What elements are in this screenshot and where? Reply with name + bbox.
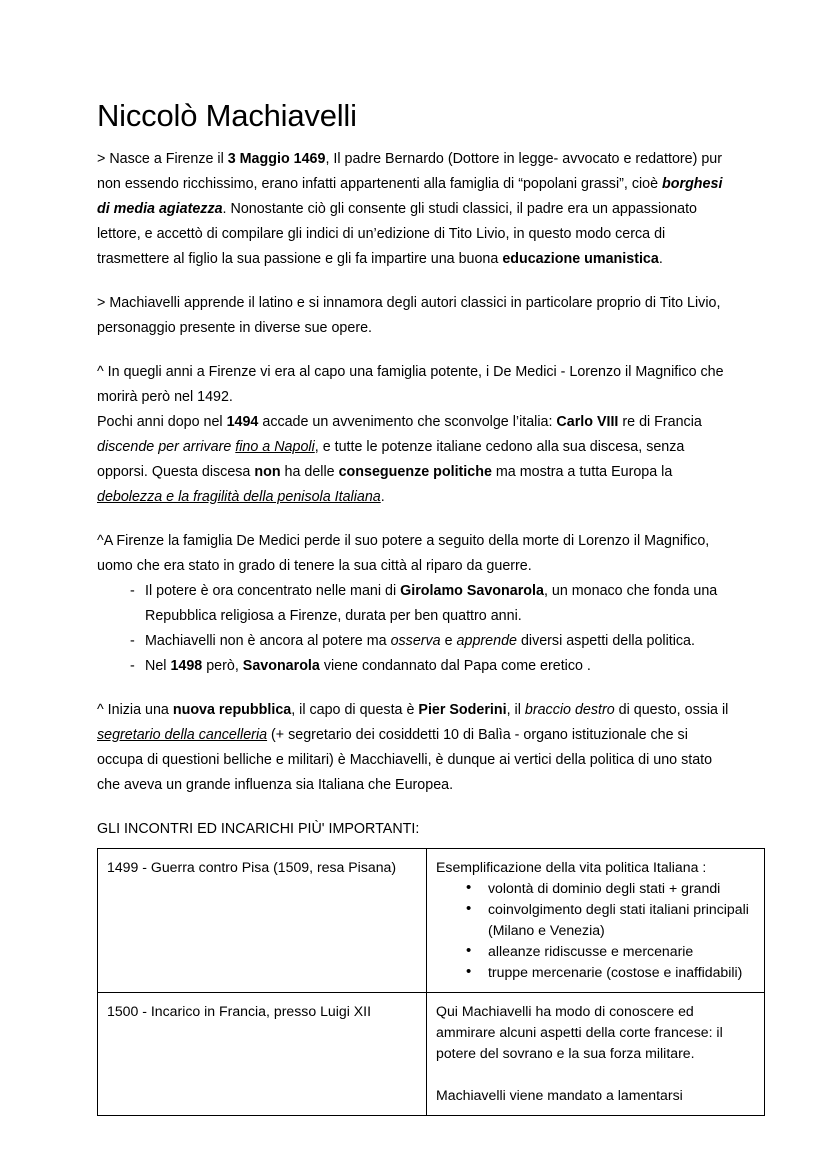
bold-run-pier-soderini: Pier Soderini <box>418 701 507 718</box>
text-run: re di Francia <box>618 413 702 430</box>
italic-underline-run-napoli: fino a Napoli <box>235 438 315 455</box>
text-run: però, <box>202 657 243 674</box>
list-item <box>97 654 737 679</box>
text-run: Nasce a Firenze il <box>109 150 228 167</box>
table-row <box>98 992 765 1115</box>
italic-run-osserva: osserva <box>390 632 441 649</box>
italic-underline-run-debolezza: debolezza e la fragilità della penisola Italiana <box>97 488 381 505</box>
paragraph-nuova-repubblica <box>97 698 737 798</box>
text-run: (+ segretario dei cosiddetti 10 di Balìa - organo istituzionale che si occupa di questioni belliche e militari) è Macchiavelli, è dunque ai vertici della politica di uno stato che aveva un grande influenza sia Italiana che Europea. <box>97 726 713 793</box>
bold-run-non: non <box>254 463 281 480</box>
table-cell-description <box>427 992 765 1115</box>
table-heading: GLI INCONTRI ED INCARICHI PIÙ' IMPORTANTI: <box>97 820 420 837</box>
text-run: accade un avvenimento che sconvolge l’italia: <box>258 413 557 430</box>
list-item: • volontà di dominio degli stati + grandi <box>436 878 755 899</box>
bold-run-carlo-viii: Carlo VIII <box>556 413 619 430</box>
bold-run-birthdate: 3 Maggio 1469 <box>227 150 326 167</box>
list-item <box>97 579 737 629</box>
list-item: • truppe mercenarie (costose e inaffidabili) <box>436 962 755 983</box>
list-item: • alleanze ridiscusse e mercenarie <box>436 941 755 962</box>
text-run: Nel <box>145 657 171 674</box>
cell-bullet-list <box>436 878 755 983</box>
paragraph-marker: > <box>97 150 110 167</box>
text-run: e <box>440 632 457 649</box>
table-cell-description <box>427 848 765 992</box>
bold-run-savonarola-2: Savonarola <box>242 657 320 674</box>
bold-run-1494: 1494 <box>226 413 259 430</box>
bold-run-1498: 1498 <box>170 657 203 674</box>
table-row <box>98 848 765 992</box>
cell-paragraph: Qui Machiavelli ha modo di conoscere ed ammirare alcuni aspetti della corte francese: il potere del sovrano e la sua forza militare. <box>436 1002 723 1061</box>
bold-run-educazione: educazione umanistica <box>502 250 659 267</box>
bold-italic-run-borghesi: borghesi di media agiatezza <box>97 175 723 217</box>
text-run: . <box>380 488 385 505</box>
paragraph-carlo-viii <box>97 410 737 510</box>
paragraph-nascita <box>97 147 737 272</box>
table-cell-event: 1499 - Guerra contro Pisa (1509, resa Pisana) <box>98 848 427 992</box>
list-item <box>97 629 737 654</box>
paragraph-de-medici: ^ In quegli anni a Firenze vi era al capo una famiglia potente, i De Medici - Lorenzo il Magnifico che morirà però nel 1492. <box>97 363 724 405</box>
table-cell-event: 1500 - Incarico in Francia, presso Luigi XII <box>98 992 427 1115</box>
text-run: ^ Inizia una <box>97 701 173 718</box>
bold-run-savonarola: Girolamo Savonarola <box>400 582 544 599</box>
italic-run-apprende: apprende <box>456 632 517 649</box>
paragraph-firenze-medici: ^A Firenze la famiglia De Medici perde il suo potere a seguito della morte di Lorenzo il Magnifico, uomo che era stato in grado di tenere la sua città al riparo da guerre. <box>97 532 710 574</box>
text-run: Pochi anni dopo nel <box>97 413 227 430</box>
list-item: • coinvolgimento degli stati italiani principali (Milano e Venezia) <box>436 899 755 941</box>
text-run: , un monaco che fonda una Repubblica religiosa a Firenze, durata per ben quattro anni. <box>145 582 718 624</box>
savonarola-list <box>97 579 737 679</box>
text-run: ma mostra a tutta Europa la <box>491 463 673 480</box>
text-run: , il <box>506 701 525 718</box>
text-run: ha delle <box>280 463 339 480</box>
text-run: diversi aspetti della politica. <box>516 632 695 649</box>
bold-run-conseguenze: conseguenze politiche <box>338 463 492 480</box>
text-run: di questo, ossia il <box>614 701 729 718</box>
cell-spacer <box>436 1064 755 1085</box>
text-run: Machiavelli non è ancora al potere ma <box>145 632 391 649</box>
text-run: viene condannato dal Papa come eretico . <box>319 657 591 674</box>
text-run: , il capo di questa è <box>291 701 419 718</box>
text-run: , e tutte le potenze italiane cedono alla sua discesa, senza opporsi. Questa discesa <box>97 438 685 480</box>
text-run: . Nonostante ciò gli consente gli studi classici, il padre era un appassionato lettore, e accettò di compilare gli indici di un’edizione di Tito Livio, in questo modo cerca di trasmettere al figlio la sua passione e gli fa impartire una buona <box>97 200 698 267</box>
document-body <box>97 98 749 1116</box>
text-run: , Il padre Bernardo (Dottore in legge- avvocato e redattore) pur non essendo ricchissimo, erano infatti appartenenti alla famiglia di “popolani grassi”, cioè <box>97 150 723 192</box>
text-run: Il potere è ora concentrato nelle mani di <box>145 582 401 599</box>
page-title: Niccolò Machiavelli <box>97 98 357 133</box>
paragraph-latino: > Machiavelli apprende il latino e si innamora degli autori classici in particolare proprio di Tito Livio, personaggio presente in diverse sue opere. <box>97 294 721 336</box>
cell-paragraph: Machiavelli viene mandato a lamentarsi <box>436 1086 683 1103</box>
incontri-table <box>97 848 765 1116</box>
italic-run-braccio-destro: braccio destro <box>524 701 615 718</box>
bold-run-nuova-repubblica: nuova repubblica <box>172 701 292 718</box>
text-run: . <box>658 250 663 267</box>
italic-underline-run-segretario: segretario della cancelleria <box>97 726 268 743</box>
cell-lead-text: Esemplificazione della vita politica Italiana : <box>436 858 707 875</box>
italic-run-discende: discende per arrivare <box>97 438 236 455</box>
